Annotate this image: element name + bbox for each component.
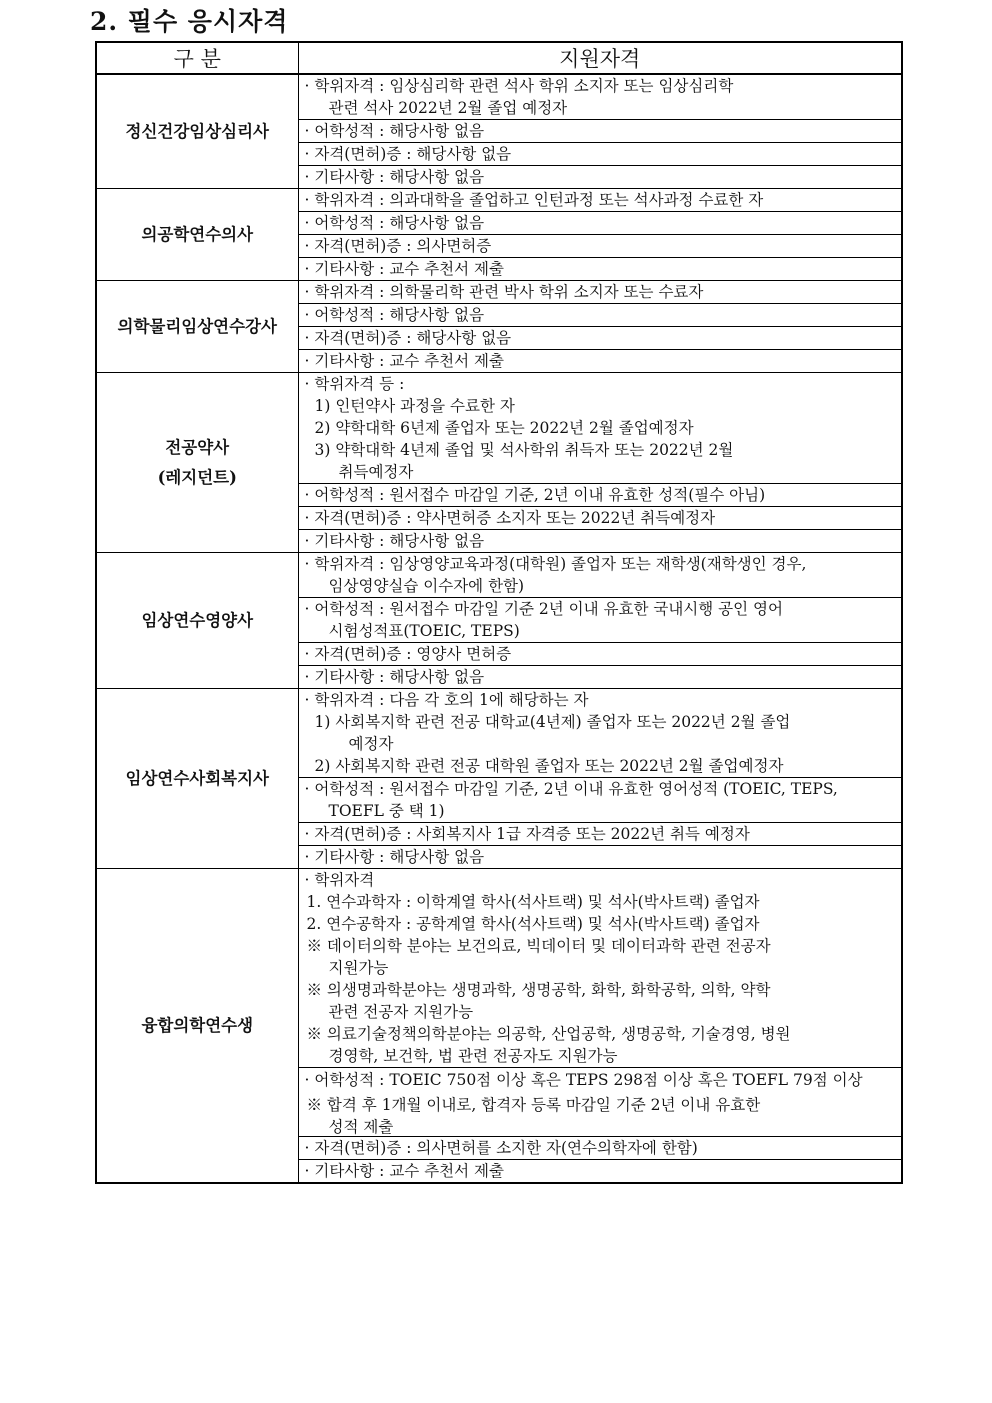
requirement-line: TOEFL 중 택 1)	[328, 802, 445, 820]
requirement-cell	[298, 598, 902, 643]
requirement-cell	[298, 778, 902, 823]
requirement-cell	[298, 846, 902, 869]
requirement-line: · 기타사항 : 해당사항 없음	[304, 668, 485, 686]
requirement-cell	[298, 304, 902, 327]
category-cell	[96, 553, 298, 689]
requirement-line: · 학위자격 등 :	[304, 375, 405, 393]
category-name: 의공학연수의사	[141, 224, 254, 244]
category-subname: (레지던트)	[157, 467, 237, 487]
requirement-line: ※ 의생명과학분야는 생명과학, 생명공학, 화학, 화학공학, 의학, 약학	[306, 981, 771, 999]
requirement-cell	[298, 869, 902, 1068]
category-name: 융합의학연수생	[141, 1015, 254, 1035]
category-name: 임상연수영양사	[141, 610, 254, 630]
requirement-line: 임상영양실습 이수자에 한함)	[328, 577, 525, 595]
table-row	[96, 373, 902, 484]
table-row	[96, 189, 902, 212]
requirement-line: ※ 합격 후 1개월 이내로, 합격자 등록 마감일 기준 2년 이내 유효한	[306, 1096, 761, 1114]
requirement-line: ※ 데이터의학 분야는 보건의료, 빅데이터 및 데이터과학 관련 전공자	[306, 937, 771, 955]
requirement-cell	[298, 507, 902, 530]
requirement-line: · 기타사항 : 교수 추천서 제출	[304, 1162, 504, 1180]
table-row	[96, 869, 902, 1068]
category-cell	[96, 281, 298, 373]
table-row	[96, 74, 902, 120]
requirement-line: · 기타사항 : 교수 추천서 제출	[304, 352, 504, 370]
header-category: 구 분	[96, 42, 298, 74]
requirement-line: · 자격(면허)증 : 해당사항 없음	[304, 329, 512, 347]
requirement-line: · 자격(면허)증 : 사회복지사 1급 자격증 또는 2022년 취득 예정자	[304, 825, 750, 843]
requirement-cell	[298, 1068, 902, 1137]
requirement-line: · 학위자격 : 다음 각 호의 1에 해당하는 자	[304, 691, 589, 709]
requirement-line: · 학위자격	[304, 871, 375, 889]
requirement-line: · 학위자격 : 의과대학을 졸업하고 인턴과정 또는 석사과정 수료한 자	[304, 191, 764, 209]
requirement-line: · 어학성적 : TOEIC 750점 이상 혹은 TEPS 298점 이상 혹은 TOEFL 79점 이상	[304, 1071, 863, 1089]
requirement-cell	[298, 281, 902, 304]
requirement-line: 지원가능	[328, 959, 389, 977]
requirement-cell	[298, 258, 902, 281]
requirement-cell	[298, 327, 902, 350]
requirement-cell	[298, 143, 902, 166]
requirement-line: · 기타사항 : 해당사항 없음	[304, 532, 485, 550]
requirements-table	[95, 41, 903, 1184]
requirement-cell	[298, 823, 902, 846]
requirement-cell	[298, 484, 902, 507]
requirement-line: · 기타사항 : 해당사항 없음	[304, 848, 485, 866]
table-row	[96, 689, 902, 778]
requirement-line: 관련 석사 2022년 2월 졸업 예정자	[328, 99, 568, 117]
requirement-line: 1) 사회복지학 관련 전공 대학교(4년제) 졸업자 또는 2022년 2월 졸업	[314, 713, 791, 731]
category-cell	[96, 869, 298, 1184]
requirement-cell	[298, 1137, 902, 1160]
requirement-line: 2) 사회복지학 관련 전공 대학원 졸업자 또는 2022년 2월 졸업예정자	[314, 757, 784, 775]
requirement-line: · 어학성적 : 원서접수 마감일 기준 2년 이내 유효한 국내시행 공인 영어	[304, 600, 783, 618]
requirement-line: · 어학성적 : 해당사항 없음	[304, 214, 485, 232]
requirement-line: · 자격(면허)증 : 영양사 면허증	[304, 645, 512, 663]
requirement-line: 1. 연수과학자 : 이학계열 학사(석사트랙) 및 석사(박사트랙) 졸업자	[306, 893, 760, 911]
requirement-line: 취득예정자	[338, 463, 414, 481]
requirement-line: 예정자	[348, 735, 394, 753]
requirement-cell	[298, 553, 902, 598]
category-cell	[96, 74, 298, 189]
requirement-cell	[298, 373, 902, 484]
requirement-line: · 자격(면허)증 : 의사면허를 소지한 자(연수의학자에 한함)	[304, 1139, 698, 1157]
category-cell	[96, 373, 298, 553]
requirement-cell	[298, 120, 902, 143]
requirement-cell	[298, 530, 902, 553]
table-row	[96, 553, 902, 598]
requirement-line: · 기타사항 : 해당사항 없음	[304, 168, 485, 186]
requirement-line: · 어학성적 : 원서접수 마감일 기준, 2년 이내 유효한 성적(필수 아님)	[304, 486, 766, 504]
section-title: 2. 필수 응시자격	[90, 7, 289, 36]
requirement-line: 시험성적표(TOEIC, TEPS)	[328, 622, 520, 640]
requirement-cell	[298, 666, 902, 689]
requirement-line: · 학위자격 : 임상심리학 관련 석사 학위 소지자 또는 임상심리학	[304, 77, 734, 95]
requirement-cell	[298, 235, 902, 258]
requirement-cell	[298, 166, 902, 189]
header-row	[96, 42, 902, 74]
table-row	[96, 281, 902, 304]
requirement-line: · 자격(면허)증 : 의사면허증	[304, 237, 492, 255]
requirement-cell	[298, 350, 902, 373]
requirement-cell	[298, 74, 902, 120]
requirement-line: 2. 연수공학자 : 공학계열 학사(석사트랙) 및 석사(박사트랙) 졸업자	[306, 915, 760, 933]
requirement-cell	[298, 212, 902, 235]
requirement-cell	[298, 1160, 902, 1184]
requirement-line: 관련 전공자 지원가능	[328, 1003, 474, 1021]
requirement-line: 3) 약학대학 4년제 졸업 및 석사학위 취득자 또는 2022년 2월	[314, 441, 734, 459]
requirement-line: ※ 의료기술정책의학분야는 의공학, 산업공학, 생명공학, 기술경영, 병원	[306, 1025, 791, 1043]
category-name: 임상연수사회복지사	[125, 768, 269, 788]
requirement-line: · 기타사항 : 교수 추천서 제출	[304, 260, 504, 278]
requirement-line: · 어학성적 : 해당사항 없음	[304, 122, 485, 140]
category-name: 전공약사	[165, 437, 230, 457]
requirement-line: 성적 제출	[328, 1118, 394, 1136]
requirement-line: · 어학성적 : 원서접수 마감일 기준, 2년 이내 유효한 영어성적 (TOEIC, TEPS,	[304, 780, 838, 798]
requirement-line: 경영학, 보건학, 법 관련 전공자도 지원가능	[328, 1047, 618, 1065]
requirement-line: 1) 인턴약사 과정을 수료한 자	[314, 397, 515, 415]
requirement-line: · 학위자격 : 임상영양교육과정(대학원) 졸업자 또는 재학생(재학생인 경우,	[304, 555, 807, 573]
requirement-line: · 자격(면허)증 : 해당사항 없음	[304, 145, 512, 163]
requirement-cell	[298, 189, 902, 212]
requirement-line: 2) 약학대학 6년제 졸업자 또는 2022년 2월 졸업예정자	[314, 419, 694, 437]
requirement-line: · 학위자격 : 의학물리학 관련 박사 학위 소지자 또는 수료자	[304, 283, 704, 301]
requirement-cell	[298, 689, 902, 778]
category-cell	[96, 189, 298, 281]
category-name: 정신건강임상심리사	[125, 121, 269, 141]
requirement-line: · 어학성적 : 해당사항 없음	[304, 306, 485, 324]
requirement-line: · 자격(면허)증 : 약사면허증 소지자 또는 2022년 취득예정자	[304, 509, 716, 527]
category-name: 의학물리임상연수강사	[117, 316, 277, 336]
category-cell	[96, 689, 298, 869]
header-qualification: 지원자격	[298, 42, 902, 74]
requirement-cell	[298, 643, 902, 666]
